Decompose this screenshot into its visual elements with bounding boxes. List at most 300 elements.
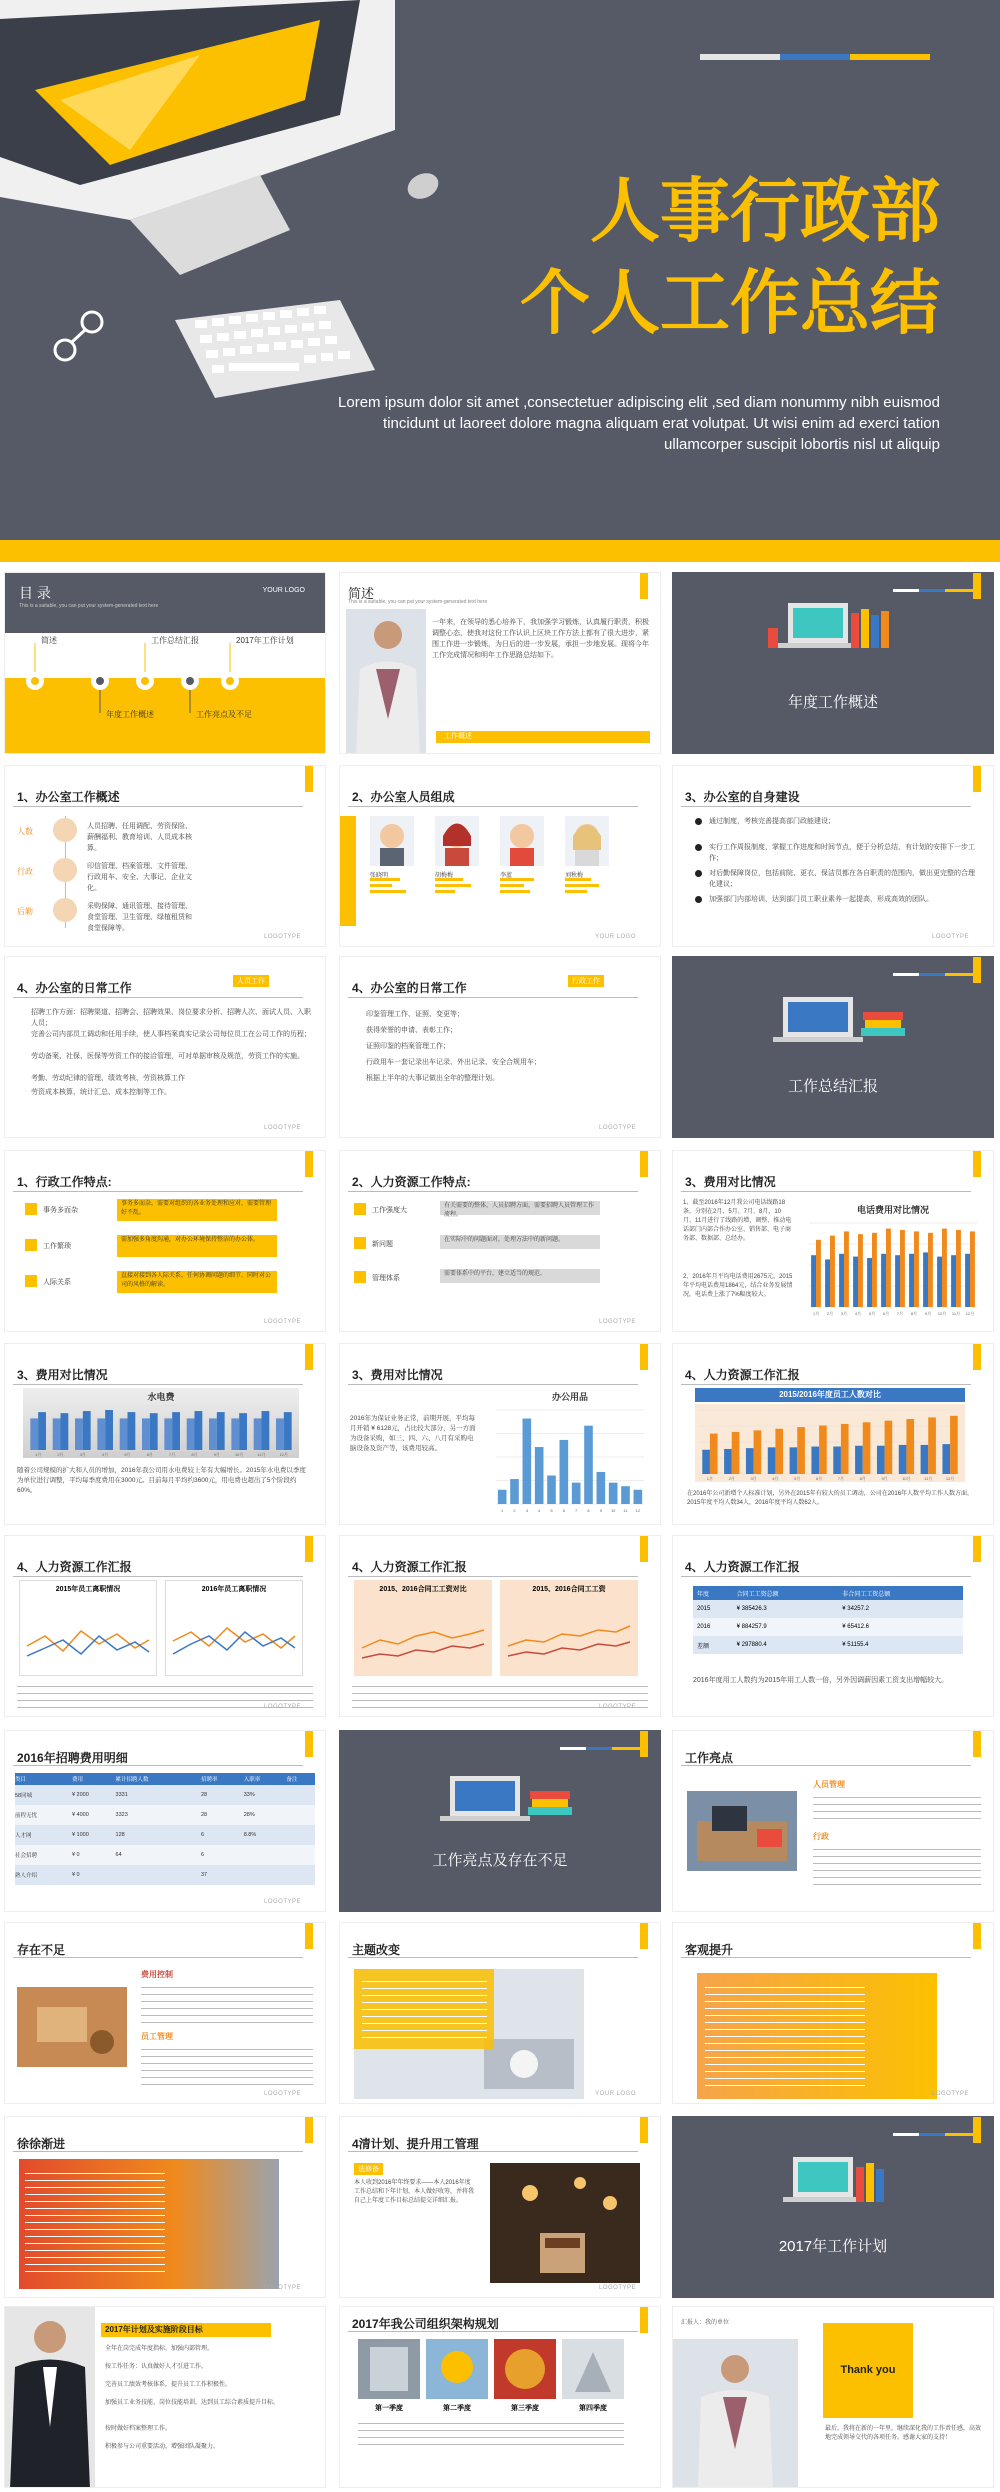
bar [853, 1257, 858, 1307]
build-item: 加强部门内部培训，达到部门员工职业素养一起提高，形成高效的团队。 [709, 896, 933, 903]
quarter-label: 第一季度 [375, 2405, 403, 2412]
bar [872, 1233, 877, 1307]
row-label: 工作繁琐 [43, 1243, 71, 1250]
bar [597, 1472, 606, 1504]
slide-title: 存在不足 [17, 1943, 66, 1957]
divider [13, 806, 303, 807]
tick-label: 6 [562, 1508, 565, 1513]
slide-logo: LOGOTYPE [598, 1319, 636, 1325]
shortfall-heading: 员工管理 [141, 2032, 173, 2041]
tick-label: 2 [513, 1508, 516, 1513]
tick-label: 1月 [706, 1476, 714, 1481]
goal-item: 全年在岗完成年度指标，加强内部管理。 [105, 2346, 214, 2352]
bar [921, 1445, 929, 1474]
slide-office-overview[interactable] [4, 765, 326, 947]
slide-highlight-cover[interactable] [339, 1730, 661, 1912]
slide-office-build[interactable] [672, 765, 994, 947]
corner-tab [973, 1731, 981, 1757]
toc-logo: YOUR LOGO [262, 587, 305, 594]
slide-title: 3、办公室的自身建设 [685, 790, 800, 804]
bar [942, 1444, 950, 1474]
bar [928, 1233, 933, 1307]
bar [950, 1416, 958, 1474]
tick-label: 4月 [102, 1452, 109, 1457]
slide-daily-2[interactable] [339, 956, 661, 1138]
cover-accent-band [0, 540, 1000, 562]
row-text: 印信管理、档案管理、文件管理、行政用车、安全、大事记、企业文化。 [87, 863, 192, 892]
slide-plan-mgmt[interactable] [339, 2116, 661, 2298]
daily-item: 劳资成本核算，统计汇总、成本控制等工作。 [31, 1089, 171, 1096]
slide-logo: LOGOTYPE [263, 934, 301, 940]
corner-tab [973, 1151, 981, 1177]
slide-title: 4、人力资源工作汇报 [352, 1560, 467, 1574]
plan-goals-title: 2017年计划及实施阶段目标 [101, 2323, 271, 2337]
build-item: 通过制度，考核完善提高部门政能建设； [709, 818, 835, 825]
corner-tab [640, 2117, 648, 2143]
phone-cost-chart [803, 1217, 983, 1317]
slide-shortfall[interactable] [4, 1922, 326, 2104]
slide-title: 徐徐渐进 [17, 2137, 66, 2151]
build-item: 对后勤保障岗位，包括前院、更衣、保洁员都在各自职责的范围内，做出更完整的合理化建议； [709, 870, 975, 888]
bar [942, 1229, 947, 1307]
bar [724, 1449, 732, 1474]
brief-tagline: This is a suitable, you can put your system-generated text here [348, 599, 488, 605]
chart-title: 办公用品 [551, 1392, 588, 1402]
tick-label: 7月 [896, 1311, 904, 1316]
tick-label: 5月 [794, 1476, 801, 1481]
slide-hr-points[interactable] [339, 1150, 661, 1332]
quarter-text [358, 2417, 624, 2451]
slide-title: 4、人力资源工作汇报 [17, 1560, 132, 1574]
bar [914, 1231, 919, 1307]
table-row: 前程无忧 ¥ 4000 3323 28 28% [15, 1805, 315, 1825]
row-label: 管理体系 [372, 1275, 400, 1282]
presenter-photo [673, 2339, 798, 2488]
bar [38, 1412, 46, 1450]
bar [797, 1427, 805, 1474]
presenter: 汇报人：我的单位 [681, 2320, 730, 2326]
highlight-heading: 行政 [813, 1832, 829, 1841]
slide-cost-phone[interactable] [672, 1150, 994, 1332]
slide-logo: LOGOTYPE [263, 2285, 301, 2291]
divider [681, 1384, 971, 1385]
section-tag: 选修备 [354, 2163, 383, 2175]
tick-label: 12 [635, 1508, 641, 1513]
salary-body: 2016年度用工人数约为2015年用工人数一倍，另外因调薪因素工资支出增幅较大。 [693, 1677, 949, 1684]
laptop-books-icon [673, 2117, 994, 2298]
tick-label: 1月 [812, 1311, 820, 1316]
slide-toc[interactable] [4, 572, 326, 754]
slide-title: 主题改变 [352, 1943, 401, 1957]
slide-daily-1[interactable] [4, 956, 326, 1138]
bar [841, 1424, 849, 1474]
customer-text [705, 1981, 865, 2091]
plan-body: 本人收到2016年年终要求——本人2016年度工作总结和下年计划，本人做好收筹，并将我自己上年度工作目标总结提交详细汇报。 [354, 2180, 475, 2204]
bar [844, 1231, 849, 1307]
toc-tagline: This is a suitable, you can put your system-generated text here [19, 603, 159, 609]
quarter-label: 第四季度 [579, 2405, 607, 2412]
goal-item: 加强员工业务技能、岗位技能培训，达到员工综合素质提升目标。 [105, 2400, 280, 2406]
brief-title: 简述 [348, 586, 375, 601]
bar [547, 1476, 556, 1504]
slide-hr-headcount[interactable] [672, 1343, 994, 1525]
slide-admin-points[interactable] [4, 1150, 326, 1332]
section-tag: 行政工作 [568, 975, 604, 987]
divider [13, 1384, 303, 1385]
tick-label: 8月 [191, 1452, 198, 1457]
tick-label: 7月 [837, 1476, 845, 1481]
headcount-body: 在2016年公司新增个人标准计划，另外在2015年有较大的员工调动，公司在2016年人数平均工作人数方面，2015年度平均人数34人，2016年度平均人数62人。 [687, 1491, 974, 1506]
divider [681, 1765, 971, 1766]
slide-plan-cover[interactable] [672, 2116, 994, 2298]
divider [348, 1191, 638, 1192]
slide-logo: LOGOTYPE [263, 1704, 301, 1710]
staff-name: 胡梅梅 [435, 873, 454, 879]
row-label: 人数 [17, 827, 33, 836]
slide-plan-quarters[interactable] [339, 2306, 661, 2488]
water-cost-chart [23, 1402, 299, 1458]
slide-title: 2017年我公司组织架构规划 [352, 2317, 499, 2331]
divider [681, 1957, 971, 1958]
highlight-heading: 人员管理 [813, 1780, 845, 1789]
tick-label: 2月 [826, 1311, 834, 1316]
tick-label: 8月 [910, 1311, 918, 1316]
staff-name: 刘秋梅 [565, 873, 584, 879]
slide-highlights[interactable] [672, 1730, 994, 1912]
tick-label: 5 [550, 1508, 553, 1513]
table-row: 熟人介绍 ¥ 0 37 [15, 1865, 315, 1885]
row-text: 需要体系中的平台，建立适当的规范。 [440, 1269, 600, 1283]
daily-item: 印鉴管理工作、证照、变更等； [366, 1011, 464, 1018]
shortfall-heading: 费用控制 [141, 1970, 173, 1979]
slide-title: 3、费用对比情况 [17, 1368, 108, 1382]
slide-logo: LOGOTYPE [931, 2091, 969, 2097]
slide-title: 2016年招聘费用明细 [17, 1751, 128, 1765]
tick-label: 6月 [815, 1476, 823, 1481]
row-text: 事务多而杂，需要对组织的各业务处理和应对，需要管理好不乱。 [117, 1199, 277, 1221]
bar [775, 1429, 783, 1474]
cost-body: 2、2016年月平均电话费用2675元，2015年平均电话费用1864元，结合业务发展情况，电话费上涨了7%幅度较大。 [683, 1274, 793, 1298]
daily-item: 考勤、劳动纪律的管理、绩效考核、劳资核算工作 [31, 1075, 185, 1082]
tick-label: 11月 [951, 1311, 961, 1316]
brief-body: 一年来，在领导的悉心培养下，我加强学习锻炼，认真履行职责，积极调整心态，使我对这份工作认识上区块工作方法上都有了很大进步，紧围工作进一步锻炼，为日后的进一步发展，承担一步地发展。现将今年工作完成情况和明年工作思路总结如下。 [432, 619, 649, 659]
quarter-label: 第二季度 [443, 2405, 471, 2412]
bar [254, 1418, 262, 1450]
bar [510, 1479, 519, 1504]
bar [150, 1413, 158, 1450]
toc-timeline-icons [5, 573, 326, 754]
slide-logo: LOGOTYPE [598, 1125, 636, 1131]
row-text: 在实际中的问题面对，处理方法中的新问题。 [440, 1235, 600, 1249]
slide-title: 4、办公室的日常工作 [352, 981, 467, 995]
divider [13, 1765, 303, 1766]
slide-title: 1、行政工作特点: [17, 1175, 112, 1189]
slide-logo: YOUR LOGO [595, 934, 636, 940]
row-text: 人员招聘、任用调配、劳资保险、薪酬福利、教育培训、人员成本核算。 [87, 823, 192, 852]
quarter-label: 第三季度 [511, 2405, 539, 2412]
bar [877, 1446, 885, 1474]
bar [231, 1418, 239, 1450]
bar [956, 1230, 961, 1307]
slide-logo: LOGOTYPE [263, 1125, 301, 1131]
bar [937, 1257, 942, 1307]
table-row: 人才网 ¥ 1000 128 6 8.8% [15, 1825, 315, 1845]
slide-hr-turnover[interactable] [4, 1535, 326, 1717]
bar [83, 1411, 91, 1450]
bar [195, 1411, 203, 1450]
bar [839, 1254, 844, 1307]
highlight-text [813, 1791, 981, 1825]
bar [142, 1418, 150, 1450]
slide-cost-water[interactable] [4, 1343, 326, 1525]
divider [13, 997, 303, 998]
bar [276, 1418, 284, 1450]
tick-label: 11月 [257, 1452, 266, 1457]
tick-label: 8 [587, 1508, 590, 1513]
tick-label: 1月 [35, 1452, 42, 1457]
cost-body: 1、截至2016年12月我公司电话线路18条，分别在2月、5月、7月、8月、10月、11月进行了线路的增、调整，推动电话部门内部合作办公室、销售部、电子商务部、数据部、总经办。 [683, 1200, 792, 1242]
daily-item: 获得荣誉的申请、表彰工作； [366, 1027, 457, 1034]
bar [187, 1418, 195, 1450]
slide-hr-salary[interactable] [672, 1535, 994, 1717]
bar [951, 1255, 956, 1307]
section-tag: 人员工作 [233, 975, 269, 987]
divider [348, 1957, 638, 1958]
tick-label: 3月 [750, 1476, 757, 1481]
row-label: 工作强度大 [372, 1207, 407, 1214]
row-label: 人际关系 [43, 1279, 71, 1286]
daily-item: 根据上半年的大事记做出全年的整理计划。 [366, 1075, 499, 1082]
chart-title: 2015、2016合同工工资对比 [379, 1586, 467, 1593]
gradual-text [25, 2167, 165, 2277]
toc-item-2: 工作总结汇报 [151, 636, 199, 645]
bar [923, 1252, 928, 1307]
slide-title: 客观提升 [685, 1943, 734, 1957]
bar [120, 1418, 128, 1450]
bar [523, 1419, 532, 1504]
corner-tab [305, 2117, 313, 2143]
table-header: 年度 [697, 1591, 710, 1598]
slide-cost-office[interactable] [339, 1343, 661, 1525]
slide-thanks[interactable] [672, 2306, 994, 2488]
bar [105, 1410, 113, 1450]
tick-label: 3 [525, 1508, 528, 1513]
slide-improve[interactable] [339, 1922, 661, 2104]
tick-label: 4 [538, 1508, 541, 1513]
office-desk-photo [687, 1791, 797, 1871]
bar [906, 1419, 914, 1474]
divider [13, 1191, 303, 1192]
summary-cover-title: 工作总结汇报 [787, 1078, 878, 1095]
corner-tab [640, 573, 648, 599]
slide-title: 1、办公室工作概述 [17, 790, 120, 804]
chart-title: 2016年员工离职情况 [201, 1586, 267, 1593]
daily-item: 证照印鉴的档案管理工作； [366, 1043, 450, 1050]
slide-title: 2、办公室人员组成 [352, 790, 455, 804]
bar [900, 1230, 905, 1307]
salary-table [693, 1586, 963, 1654]
slide-title: 3、费用对比情况 [352, 1368, 443, 1382]
bar [928, 1417, 936, 1474]
tick-label: 10月 [902, 1476, 911, 1481]
tick-label: 11 [623, 1508, 628, 1513]
bar [811, 1447, 819, 1474]
slide-overview-cover[interactable] [672, 572, 994, 754]
daily-item: 劳动备案、社保、医保等劳资工作的接洽管理，可对单据审核及规范，劳资工作的实施。 [31, 1053, 304, 1060]
bar [746, 1448, 754, 1474]
bar [61, 1413, 69, 1450]
tick-label: 4月 [854, 1311, 862, 1316]
bar [75, 1418, 83, 1450]
bar [128, 1412, 136, 1450]
toc-title: 目 录 [19, 585, 51, 601]
row-label: 新问题 [372, 1241, 393, 1248]
bar [164, 1418, 172, 1450]
divider [13, 2151, 303, 2152]
corner-tab [640, 1923, 648, 1949]
tick-label: 7月 [169, 1452, 176, 1457]
bar [172, 1412, 180, 1450]
table-header: 非合同工工资总额 [842, 1591, 891, 1598]
bar [970, 1231, 975, 1307]
tick-label: 12月 [965, 1311, 975, 1316]
toc-item-4: 年度工作概述 [106, 710, 154, 719]
table-row: 2016 ¥ 884257.9 ¥ 65412.6 [693, 1618, 963, 1636]
tick-label: 10 [610, 1508, 616, 1513]
slide-title: 4清计划、提升用工管理 [352, 2137, 479, 2151]
tick-label: 6月 [146, 1452, 153, 1457]
bar [885, 1421, 893, 1474]
divider [348, 997, 638, 998]
slide-summary-cover[interactable] [672, 956, 994, 1138]
bar [899, 1445, 907, 1474]
slide-plan-goals[interactable] [4, 2306, 326, 2488]
bar [732, 1432, 740, 1474]
bar [816, 1240, 821, 1307]
slide-logo: LOGOTYPE [931, 934, 969, 940]
slide-logo: LOGOTYPE [263, 1319, 301, 1325]
corner-tab [973, 1536, 981, 1562]
slide-brief[interactable] [339, 572, 661, 754]
bar [584, 1426, 593, 1504]
row-label: 事务多而杂 [43, 1207, 78, 1214]
office-supplies-chart [490, 1404, 650, 1514]
shortfall-text [141, 2043, 313, 2087]
workspace-photo [17, 1987, 127, 2067]
slide-logo: LOGOTYPE [263, 1899, 301, 1905]
corner-tab [640, 1344, 648, 1370]
bar [284, 1412, 292, 1450]
brief-bar: 工作概述 [436, 731, 650, 743]
highlight-cover-title: 工作亮点及存在不足 [432, 1852, 568, 1869]
improve-text [362, 1975, 487, 2039]
corner-tab [305, 766, 313, 792]
tick-label: 8月 [859, 1476, 866, 1481]
chart-title: 2015、2016合同工工资 [532, 1586, 606, 1593]
corner-tab [973, 1923, 981, 1949]
chart-title: 电话费用对比情况 [856, 1205, 929, 1215]
tick-label: 7 [575, 1508, 578, 1513]
cover-slide [0, 0, 1000, 540]
slide-title: 2、人力资源工作特点: [352, 1175, 471, 1189]
toc-item-5: 工作亮点及不足 [196, 710, 252, 719]
bar [634, 1490, 643, 1504]
slide-title: 4、办公室的日常工作 [17, 981, 132, 995]
tick-label: 9月 [924, 1311, 932, 1316]
tick-label: 10月 [937, 1311, 947, 1316]
toc-item-3: 2017年工作计划 [236, 636, 294, 645]
bar [710, 1434, 718, 1474]
bar [790, 1447, 798, 1474]
tick-label: 4月 [772, 1476, 779, 1481]
bar [768, 1447, 776, 1474]
cover-title: 人事行政部 个人工作总结 [520, 170, 940, 344]
bar [609, 1483, 618, 1504]
row-text: 直接对接到各人际关系，任何协调问题的细节，同时对公司的风格的解读。 [117, 1271, 277, 1293]
row-label: 后勤 [17, 907, 33, 916]
accent-lines [700, 54, 930, 60]
bar [97, 1418, 105, 1450]
slide-recruit-table[interactable] [4, 1730, 326, 1912]
slide-title: 3、费用对比情况 [685, 1175, 776, 1189]
row-label: 行政 [17, 867, 33, 876]
slide-gradual[interactable] [4, 2116, 326, 2298]
tick-label: 10月 [234, 1452, 244, 1457]
table-row: 2015 ¥ 385426.3 ¥ 34257.2 [693, 1600, 963, 1618]
cost-body: 2016年为保证业务正常，前期开展，平均每月开销 ¥ 6128元，占比较大部分，另一方面为设备采购，如三、四、六、八月有采购电脑设备及资产等，该费用较高。 [350, 1415, 476, 1452]
corner-tab [305, 1344, 313, 1370]
bar [909, 1254, 914, 1307]
tick-label: 3月 [79, 1452, 86, 1457]
corner-tab [973, 766, 981, 792]
divider [348, 2151, 638, 2152]
tick-label: 12月 [279, 1452, 289, 1457]
bar [855, 1446, 863, 1474]
bar [863, 1422, 871, 1474]
goal-item: 按工作任务：认真做好人才引进工作。 [105, 2364, 208, 2370]
divider [681, 1191, 971, 1192]
bar [895, 1255, 900, 1307]
slide-office-staff[interactable] [339, 765, 661, 947]
slide-hr-contract[interactable] [339, 1535, 661, 1717]
tick-label: 9月 [213, 1452, 220, 1457]
bar [621, 1486, 630, 1504]
thanks-body: 最后，我将在新的一年里，继续深化我的工作责任感，高效地完成领导交代的各项任务。感谢大家的支持！ [825, 2426, 982, 2441]
recruit-table: 类目 费用 累计招聘人数 招聘率 入职率 备注 58同城 ¥ 2000 3331 28 33% 前程无忧 ¥ 4000 3323 28 28% 人才网 ¥ 1000 128 6 8.8% 社会招聘 ¥ 0 64 6 熟人介绍 ¥ 0 37 [15, 1773, 315, 1885]
desk-tools-icon [673, 957, 994, 1138]
goal-item: 完善员工绩效考核体系，提升员工工作积极性。 [105, 2382, 232, 2388]
divider [681, 806, 971, 807]
desk-tools-icon [340, 1731, 661, 1912]
slide-logo: LOGOTYPE [598, 1704, 636, 1710]
daily-item: 完善公司内部员工调动和任用手续，使人事档案真实记录公司每位员工在公司工作的历程； [31, 1031, 311, 1038]
daily-item: 行政用车一套记录出车记录、外出记录、安全合规用车； [366, 1059, 541, 1066]
bar [825, 1259, 830, 1307]
coffee-lights-photo [490, 2163, 640, 2283]
tick-label: 2月 [728, 1476, 735, 1481]
table-row: 社会招聘 ¥ 0 64 6 [15, 1845, 315, 1865]
businessman-photo [346, 609, 426, 754]
bar [217, 1412, 225, 1450]
bar [53, 1418, 61, 1450]
staff-avatars [340, 766, 661, 947]
thank-you-banner: Thank you [823, 2323, 913, 2418]
slide-customer[interactable] [672, 1922, 994, 2104]
divider [348, 1384, 638, 1385]
bar [833, 1447, 841, 1474]
cover-subtitle: Lorem ipsum dolor sit amet ,consectetuer adipiscing elit ,sed diam nonummy nibh euismod tincidunt ut laoreet dolore magna aliquam erat volutpat. Ut wisi enim ad exerci tation ullamcorper suscipit lobortis nisl ut aliquip [338, 394, 940, 453]
tick-label: 11月 [924, 1476, 933, 1481]
